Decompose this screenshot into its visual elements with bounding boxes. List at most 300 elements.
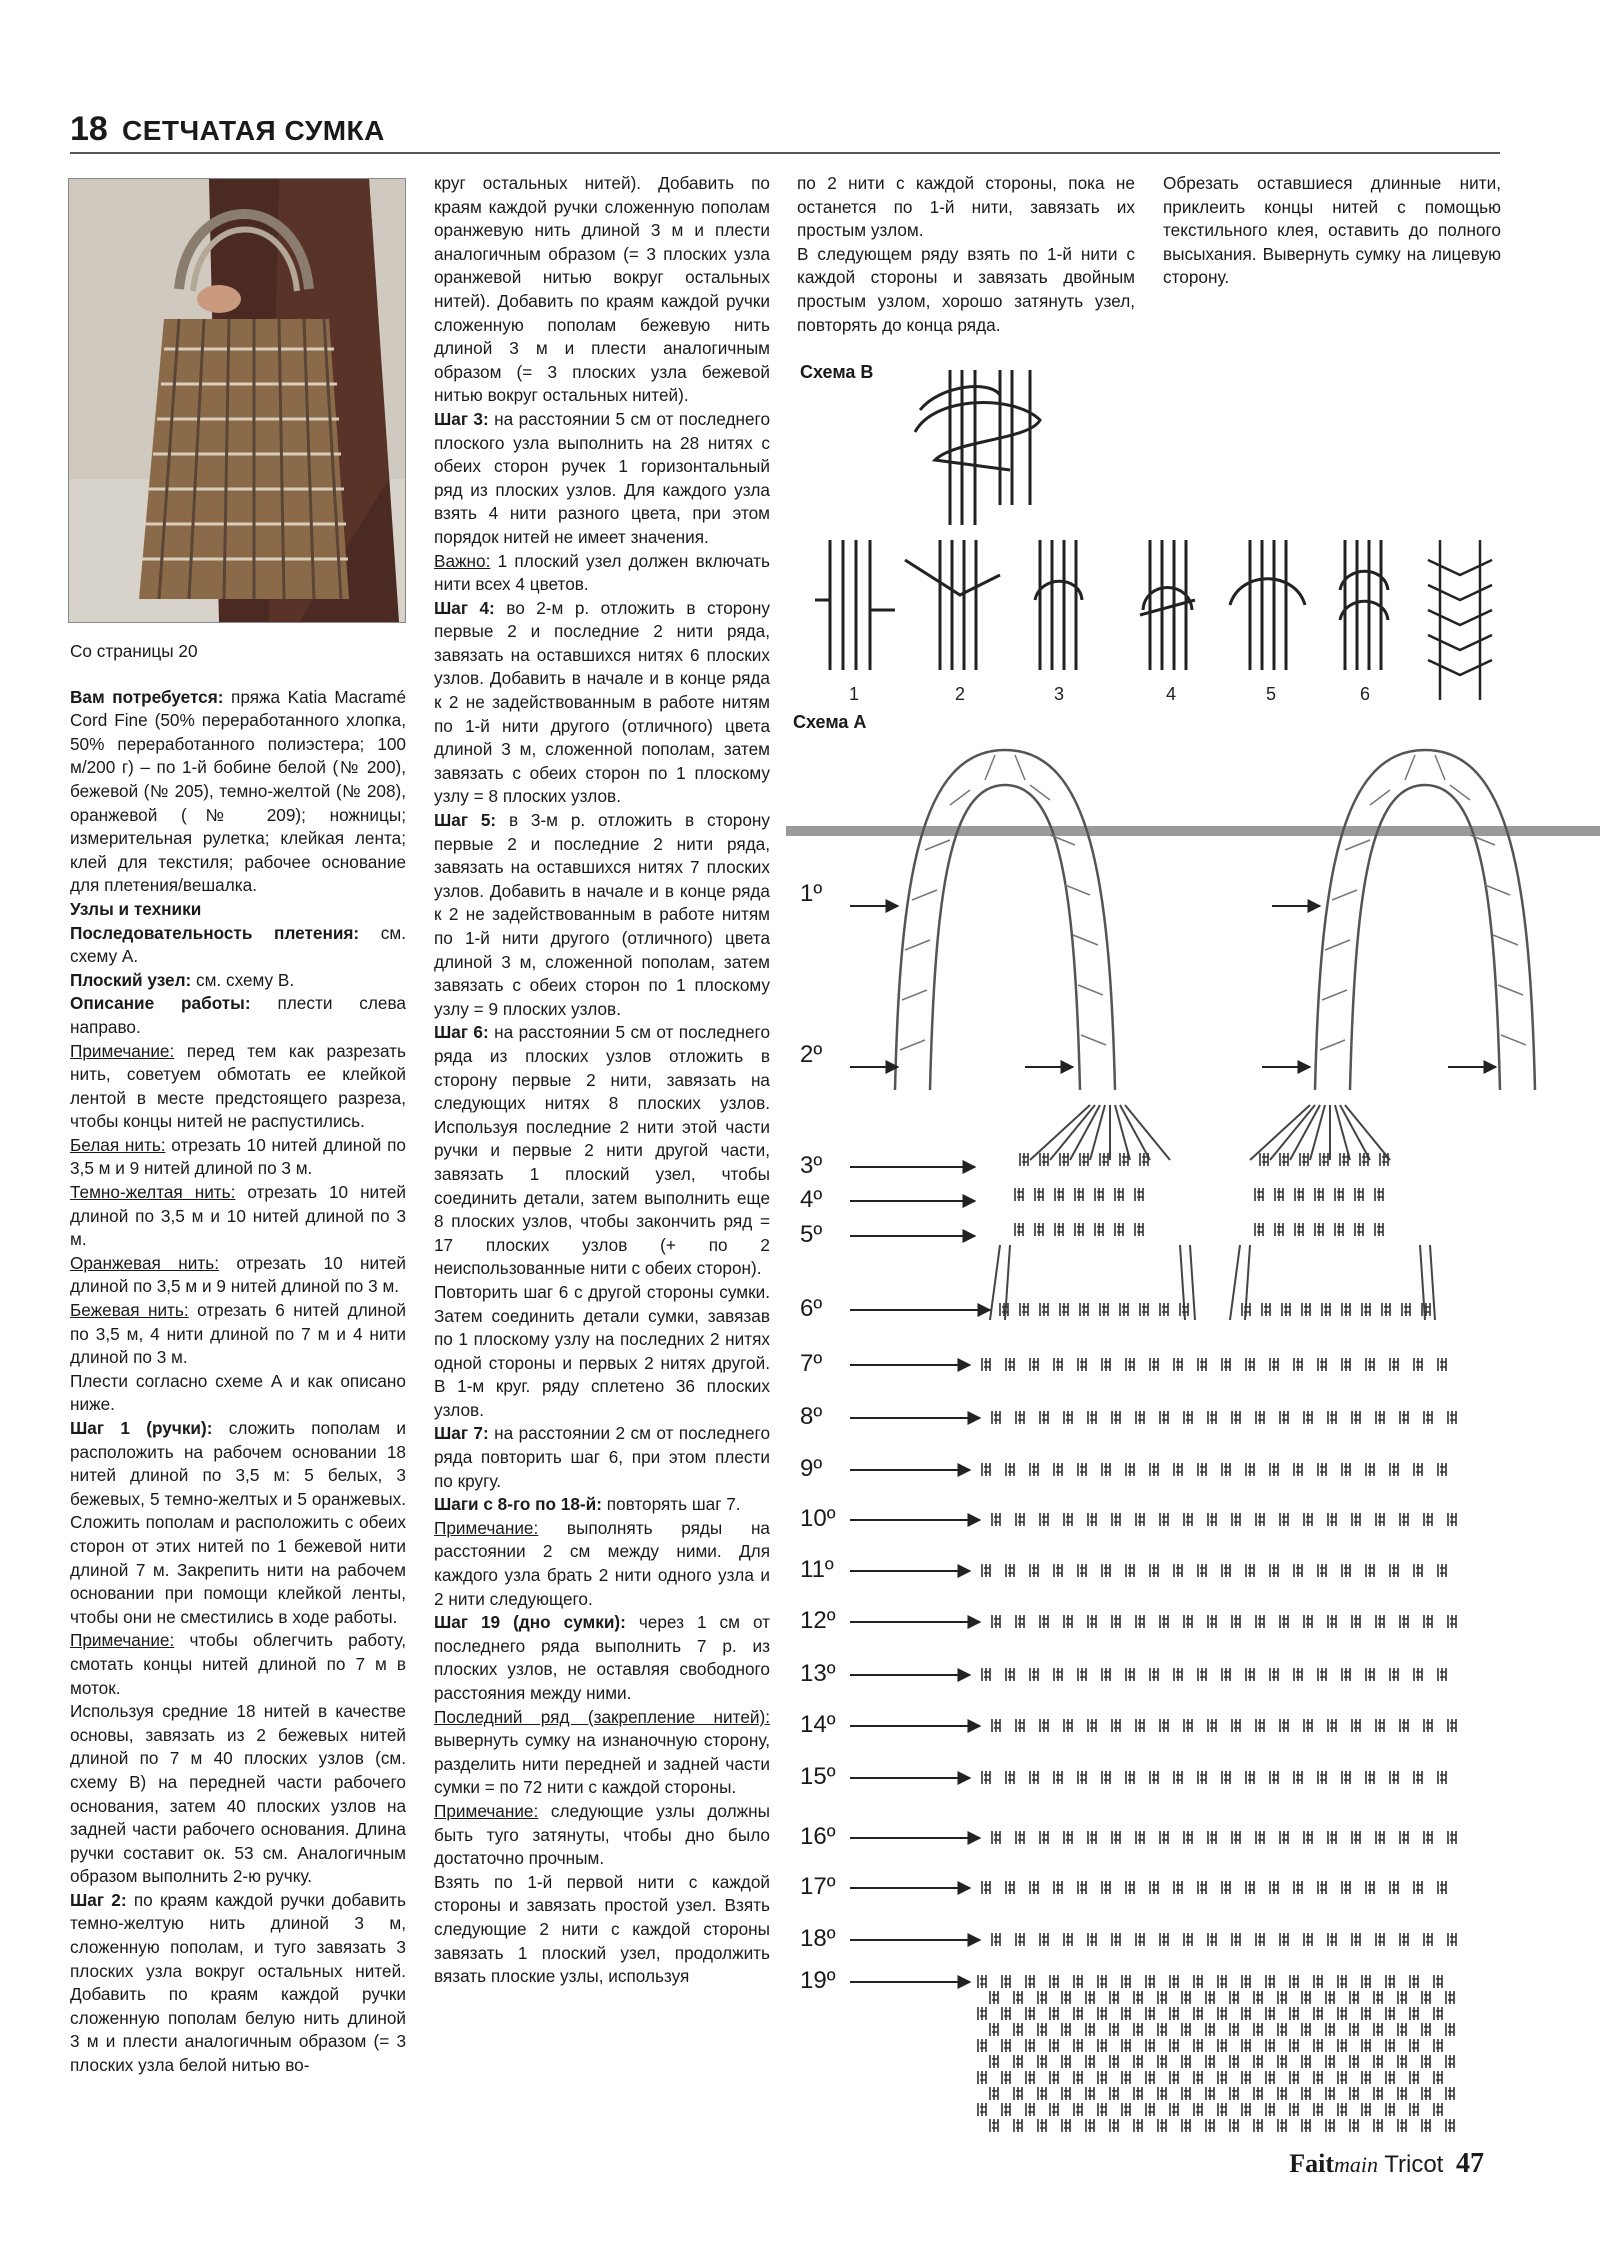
knot: [1254, 2119, 1262, 2132]
knot: [1318, 1463, 1326, 1476]
knot: [1398, 2023, 1406, 2036]
knot: [978, 2039, 986, 2052]
knot: [1040, 1831, 1048, 1844]
knot: [1386, 2103, 1394, 2116]
mustard-thread-paragraph: Темно-желтая нить: отрезать 10 нитей длиной по 3,5 м и 10 нитей длиной по 3 м.: [70, 1182, 407, 1250]
knot: [1040, 1153, 1048, 1166]
row-label-6: 6º: [800, 1295, 823, 1322]
knot: [1040, 1513, 1048, 1526]
knot: [1414, 1881, 1422, 1894]
knot: [1208, 1411, 1216, 1424]
step-number-2: 2: [955, 684, 966, 704]
schema-b-step-numbers: [849, 684, 1370, 704]
knot: [1030, 1771, 1038, 1784]
knot: [1254, 2055, 1262, 2068]
knot: [1254, 2087, 1262, 2100]
knot: [1158, 2023, 1166, 2036]
row-label-8: 8º: [800, 1403, 823, 1430]
knot: [1280, 1719, 1288, 1732]
knot: [1438, 1668, 1446, 1681]
knot: [1030, 1358, 1038, 1371]
knot: [992, 1411, 1000, 1424]
knot: [1410, 2103, 1418, 2116]
knot: [1150, 1771, 1158, 1784]
knot: [1062, 2055, 1070, 2068]
knot: [1035, 1223, 1043, 1236]
knot: [1314, 2007, 1322, 2020]
knot: [1400, 1615, 1408, 1628]
knot: [1016, 1933, 1024, 1946]
knot: [1318, 1358, 1326, 1371]
knot: [1290, 2071, 1298, 2084]
knot: [1256, 1513, 1264, 1526]
knot: [1054, 1771, 1062, 1784]
knot: [1280, 1933, 1288, 1946]
knot: [1230, 2023, 1238, 2036]
knot: [1112, 1933, 1120, 1946]
knot: [1446, 2023, 1454, 2036]
knot: [1266, 2039, 1274, 2052]
schema-a-label: Схема А: [793, 712, 867, 732]
knot: [1206, 2119, 1214, 2132]
knot: [1078, 1358, 1086, 1371]
knot: [1280, 1153, 1288, 1166]
knot: [1246, 1771, 1254, 1784]
knot: [1184, 1411, 1192, 1424]
knot: [1374, 2023, 1382, 2036]
knot: [1386, 2071, 1394, 2084]
knot: [1352, 1615, 1360, 1628]
knot: [1338, 1975, 1346, 1988]
knot: [1136, 1719, 1144, 1732]
knot: [1050, 2039, 1058, 2052]
knot: [1054, 1881, 1062, 1894]
knot: [1158, 1991, 1166, 2004]
knot: [1174, 1463, 1182, 1476]
white-thread-paragraph: Белая нить: отрезать 10 нитей длиной по 3,5 м и 9 нитей длиной по 3 м.: [70, 1134, 406, 1179]
knot: [1448, 1933, 1456, 1946]
knot: [1374, 2055, 1382, 2068]
knot: [1006, 1668, 1014, 1681]
knot: [1194, 2039, 1202, 2052]
knot: [1400, 1411, 1408, 1424]
knot: [1256, 1933, 1264, 1946]
knot: [990, 2023, 998, 2036]
knot: [1278, 1991, 1286, 2004]
knot: [1376, 1615, 1384, 1628]
knot: [1055, 1223, 1063, 1236]
knot: [1050, 2007, 1058, 2020]
knot: [1194, 1975, 1202, 1988]
knot: [1135, 1188, 1143, 1201]
knot: [1086, 2055, 1094, 2068]
knot: [1122, 2103, 1130, 2116]
knot: [1038, 2023, 1046, 2036]
note-paragraph: Примечание: перед тем как разрезать нить, советуем обмотать ее клейкой лентой в месте предстоящего разреза, чтобы концы нитей не распустились.: [70, 1040, 406, 1132]
knot: [1294, 1564, 1302, 1577]
knot: [1160, 1933, 1168, 1946]
knot: [1136, 1411, 1144, 1424]
knot: [1366, 1463, 1374, 1476]
knot: [1160, 1513, 1168, 1526]
knot: [1062, 1991, 1070, 2004]
knot: [1006, 1771, 1014, 1784]
knot: [1302, 2087, 1310, 2100]
knot: [1064, 1719, 1072, 1732]
knot: [1088, 1411, 1096, 1424]
knot: [1002, 2007, 1010, 2020]
knot: [1246, 1881, 1254, 1894]
knot: [1352, 1831, 1360, 1844]
knot: [1218, 2007, 1226, 2020]
row-label-14: 14º: [800, 1711, 836, 1738]
knot: [1390, 1771, 1398, 1784]
knot: [1170, 2039, 1178, 2052]
step1-paragraph: Шаг 1 (ручки): сложить пополам и расположить на рабочем основании 18 нитей длиной по 3,5 м: 5 белых, 3 бежевых, 5 темно-желтых и 5 оранжевых. Сложить пополам и расположить с обеих сторон от этих нитей по 1 бежевой нити длиной 7 м. Закрепить нити на рабочем основании при помощи клейкой ленты, чтобы они не сместились в ходе работы.: [70, 1418, 407, 1627]
knot: [1126, 1358, 1134, 1371]
knot: [1278, 2087, 1286, 2100]
knot: [1282, 1303, 1290, 1316]
knot: [1182, 2087, 1190, 2100]
knot: [1232, 1513, 1240, 1526]
knot: [1030, 1881, 1038, 1894]
knot: [1350, 2023, 1358, 2036]
knot: [1376, 1411, 1384, 1424]
knot: [1060, 1153, 1068, 1166]
knot: [1030, 1564, 1038, 1577]
knot: [1198, 1463, 1206, 1476]
row-label-16: 16º: [800, 1823, 836, 1850]
knot: [1218, 1975, 1226, 1988]
knot: [1102, 1463, 1110, 1476]
knot: [1314, 2103, 1322, 2116]
knot: [1146, 1975, 1154, 1988]
knot: [1198, 1564, 1206, 1577]
final-knots-paragraph: Взять по 1-й первой нити с каждой стороны и завязать простой узел. Взять следующие 2 нити с каждой стороны завязать 1 плоский узел, продолжить вязать плоские узлы, используя: [434, 1871, 770, 1987]
schema-b-step-1: [815, 540, 895, 670]
step7-paragraph: Шаг 7: на расстоянии 2 см от последнего ряда повторить шаг 6, при этом плести по кругу.: [434, 1423, 770, 1491]
knot: [1194, 2103, 1202, 2116]
knot: [1194, 2071, 1202, 2084]
brand-fait: Fait: [1289, 2149, 1334, 2178]
knot: [1304, 1411, 1312, 1424]
knot: [1095, 1188, 1103, 1201]
knot: [1390, 1668, 1398, 1681]
knot: [982, 1771, 990, 1784]
knot: [1246, 1668, 1254, 1681]
knot: [1400, 1933, 1408, 1946]
knot: [1362, 1975, 1370, 1988]
step-number-5: 5: [1266, 684, 1277, 704]
knot: [1375, 1188, 1383, 1201]
knot: [1338, 2071, 1346, 2084]
knot: [1255, 1188, 1263, 1201]
knot: [1020, 1153, 1028, 1166]
row-label-7: 7º: [800, 1350, 823, 1377]
knot: [1014, 2023, 1022, 2036]
row-label-4: 4º: [800, 1186, 823, 1213]
knot: [1434, 2007, 1442, 2020]
knot: [1098, 2103, 1106, 2116]
knot: [1376, 1831, 1384, 1844]
knot: [1174, 1358, 1182, 1371]
knot: [1160, 1411, 1168, 1424]
knot: [1446, 2055, 1454, 2068]
knot: [1446, 1991, 1454, 2004]
knot: [1314, 1975, 1322, 1988]
knot: [1122, 2007, 1130, 2020]
schema-b-step-6: [1340, 540, 1388, 670]
knot: [1115, 1188, 1123, 1201]
step1-detail-paragraph: Используя средние 18 нитей в качестве основы, завязать из 2 бежевых нитей длиной по 7 м 40 плоских узлов (см. схему В) на передней части рабочего основания, затем 40 плоских узлов на задней части рабочего основания. Длина ручки составит ок. 53 см. Аналогичным образом выполнить 2-ю ручку.: [70, 1701, 406, 1887]
knot: [1414, 1564, 1422, 1577]
knot: [1020, 1303, 1028, 1316]
knot: [1136, 1615, 1144, 1628]
knot: [1182, 1991, 1190, 2004]
knot: [1230, 1991, 1238, 2004]
col3-paragraph-2: В следующем ряду взять по 1-й нити с каждой стороны и завязать двойным простым узлом, хорошо затянуть узел, повторять до конца ряда.: [797, 243, 1135, 335]
knot: [1074, 2007, 1082, 2020]
knot: [1318, 1668, 1326, 1681]
schema-b-step-braid: [1428, 540, 1492, 700]
knot: [1102, 1881, 1110, 1894]
knot: [1422, 2055, 1430, 2068]
repeat-step6-paragraph: Повторить шаг 6 с другой стороны сумки. Затем соединить детали сумки, завязав по 1 плоскому узлу на последних 2 нитях одной стороны и первых 2 нитях другой. В 1-м круг. ряду сплетено 36 плоских узлов.: [434, 1281, 770, 1420]
knot: [1328, 1513, 1336, 1526]
brand-main: main: [1333, 2152, 1378, 2177]
knot: [1112, 1513, 1120, 1526]
knot: [1074, 2039, 1082, 2052]
knot: [1182, 2119, 1190, 2132]
knot: [1170, 2071, 1178, 2084]
knot: [1302, 1991, 1310, 2004]
knot: [1040, 1303, 1048, 1316]
knot: [1206, 2055, 1214, 2068]
schema-b-main-knot: [915, 370, 1040, 525]
knot: [1122, 1975, 1130, 1988]
row-label-5: 5º: [800, 1221, 823, 1248]
knot: [1102, 1668, 1110, 1681]
knot: [1230, 2087, 1238, 2100]
knot: [1294, 1463, 1302, 1476]
knot: [1038, 2119, 1046, 2132]
knot: [1222, 1358, 1230, 1371]
knot: [1016, 1615, 1024, 1628]
knot: [1390, 1881, 1398, 1894]
rows-note-paragraph: Примечание: выполнять ряды на расстоянии 2 см между ними. Для каждого узла брать 2 нити одного узла и 2 нити следующего.: [434, 1517, 770, 1609]
knot: [1362, 1303, 1370, 1316]
col3-paragraph-1: по 2 нити с каждой стороны, пока не останется по 1-й нити, завязать их простым узлом.: [797, 173, 1135, 241]
orange-thread-paragraph: Оранжевая нить: отрезать 10 нитей длиной по 3,5 м и 9 нитей длиной по 3 м.: [70, 1252, 406, 1297]
knot: [1062, 2119, 1070, 2132]
knot: [1342, 1303, 1350, 1316]
knot: [1366, 1668, 1374, 1681]
knot: [1232, 1719, 1240, 1732]
knot: [1414, 1358, 1422, 1371]
knot: [1342, 1463, 1350, 1476]
knot: [1374, 1991, 1382, 2004]
knot: [1206, 2023, 1214, 2036]
knot: [992, 1615, 1000, 1628]
knot: [1160, 1719, 1168, 1732]
knot: [1362, 2039, 1370, 2052]
knot: [1026, 2039, 1034, 2052]
knot: [1174, 1564, 1182, 1577]
knot: [1198, 1881, 1206, 1894]
knot: [1050, 1975, 1058, 1988]
knot: [1040, 1411, 1048, 1424]
knot: [1006, 1358, 1014, 1371]
knot: [1352, 1513, 1360, 1526]
knot: [1038, 2055, 1046, 2068]
knot: [1102, 1564, 1110, 1577]
knot: [1016, 1513, 1024, 1526]
knot: [1006, 1881, 1014, 1894]
knot: [1254, 2023, 1262, 2036]
knot: [1302, 1303, 1310, 1316]
knot: [1184, 1933, 1192, 1946]
knot: [1078, 1668, 1086, 1681]
knot: [982, 1881, 990, 1894]
knot: [1448, 1411, 1456, 1424]
knot: [1376, 1933, 1384, 1946]
row-label-12: 12º: [800, 1607, 836, 1634]
knot: [1208, 1615, 1216, 1628]
knot: [1242, 2007, 1250, 2020]
knot: [990, 2087, 998, 2100]
knot: [1374, 2119, 1382, 2132]
knot: [982, 1668, 990, 1681]
knot: [1290, 2039, 1298, 2052]
knot: [1352, 1411, 1360, 1424]
knot: [1410, 2039, 1418, 2052]
knot: [1366, 1358, 1374, 1371]
knot: [1328, 1615, 1336, 1628]
knot: [1078, 1564, 1086, 1577]
knot: [1390, 1463, 1398, 1476]
knot: [1448, 1615, 1456, 1628]
knot: [1050, 2071, 1058, 2084]
steps8-18-paragraph: Шаги с 8-го по 18-й: повторять шаг 7.: [434, 1494, 741, 1515]
knot: [1150, 1358, 1158, 1371]
knot: [1340, 1153, 1348, 1166]
step-number-1: 1: [849, 684, 860, 704]
knot: [1255, 1223, 1263, 1236]
knot: [1146, 2039, 1154, 2052]
schema-b-steps: [815, 540, 1492, 700]
knot: [978, 1975, 986, 1988]
knot: [1350, 1991, 1358, 2004]
knot: [1050, 2103, 1058, 2116]
knot: [992, 1831, 1000, 1844]
knot: [1232, 1831, 1240, 1844]
knot: [1355, 1188, 1363, 1201]
description-paragraph: Описание работы: плести слева направо.: [70, 993, 406, 1037]
knot: [1080, 1303, 1088, 1316]
knot: [1110, 1991, 1118, 2004]
knot: [1386, 2007, 1394, 2020]
knot: [1038, 1991, 1046, 2004]
knot: [1088, 1831, 1096, 1844]
knot: [1280, 1513, 1288, 1526]
knot: [1218, 2039, 1226, 2052]
knot: [1054, 1668, 1062, 1681]
knot: [1294, 1668, 1302, 1681]
knot: [1302, 2055, 1310, 2068]
knot: [1304, 1719, 1312, 1732]
step-number-3: 3: [1054, 684, 1065, 704]
knot: [1414, 1771, 1422, 1784]
knot: [1120, 1153, 1128, 1166]
knot: [1342, 1771, 1350, 1784]
knot: [990, 2055, 998, 2068]
knot: [1375, 1223, 1383, 1236]
knot: [1126, 1771, 1134, 1784]
knot: [1098, 2039, 1106, 2052]
knot: [1006, 1463, 1014, 1476]
schema-b-step-5: [1230, 540, 1305, 670]
knot: [1256, 1831, 1264, 1844]
knot: [1016, 1831, 1024, 1844]
knot: [1160, 1615, 1168, 1628]
knot: [1074, 2071, 1082, 2084]
knot: [1184, 1615, 1192, 1628]
step1-note-paragraph: Примечание: чтобы облегчить работу, смотать концы нитей длиной по 7 м в моток.: [70, 1630, 406, 1698]
knot: [1342, 1668, 1350, 1681]
knot: [1270, 1358, 1278, 1371]
knot: [1314, 2039, 1322, 2052]
knot: [1290, 2103, 1298, 2116]
knot: [1438, 1358, 1446, 1371]
knot: [1290, 1975, 1298, 1988]
knot: [1350, 2119, 1358, 2132]
knot: [1304, 1933, 1312, 1946]
step2-paragraph: Шаг 2: по краям каждой ручки добавить темно-желтую нить длиной 3 м, сложенную пополам, и туго завязать 3 плоских узла вокруг остальных нитей. Добавить по краям каждой ручки сложенную пополам белую нить длиной 3 м и плести аналогичным образом (= 3 плоских узла белой нитью во-: [70, 1889, 407, 2076]
knot: [1102, 1771, 1110, 1784]
knot: [1098, 2007, 1106, 2020]
article-title: СЕТЧАТАЯ СУМКА: [122, 115, 385, 146]
knot: [1180, 1303, 1188, 1316]
row-label-2: 2º: [800, 1041, 823, 1068]
knot: [1302, 2023, 1310, 2036]
knot: [1160, 1303, 1168, 1316]
knot: [1086, 2119, 1094, 2132]
knot: [1110, 2023, 1118, 2036]
knot: [1064, 1513, 1072, 1526]
materials-paragraph: Вам потребуется: пряжа Katia Macramé Cord Fine (50% переработанного хлопка, 50% переработанного полиэстера; 100 м/200 г) – по 1-й бобине белой (№ 200), бежевой (№ 205), темно-желтой (№ 208), оранжевой (№ 209); ножницы; измерительная рулетка; клейкая лента; клей для текстиля; рабочее основание для плетения/вешалка.: [70, 686, 406, 896]
knot: [1270, 1771, 1278, 1784]
knot: [1158, 2055, 1166, 2068]
knot: [1376, 1513, 1384, 1526]
knot: [1242, 2103, 1250, 2116]
knot: [1126, 1668, 1134, 1681]
knot: [1424, 1933, 1432, 1946]
knot: [1410, 1975, 1418, 1988]
knot: [1098, 2071, 1106, 2084]
tight-knots-note-paragraph: Примечание: следующие узлы должны быть туго затянуты, чтобы дно было достаточно прочным.: [434, 1800, 770, 1869]
knot: [1126, 1564, 1134, 1577]
knot: [1136, 1513, 1144, 1526]
article-number: 18: [70, 110, 108, 148]
knot: [1362, 2071, 1370, 2084]
knot: [1410, 2071, 1418, 2084]
knot: [1134, 2119, 1142, 2132]
knot: [1438, 1771, 1446, 1784]
knot: [1326, 1991, 1334, 2004]
knot: [1075, 1188, 1083, 1201]
knot: [1002, 1975, 1010, 1988]
step-number-4: 4: [1166, 684, 1177, 704]
